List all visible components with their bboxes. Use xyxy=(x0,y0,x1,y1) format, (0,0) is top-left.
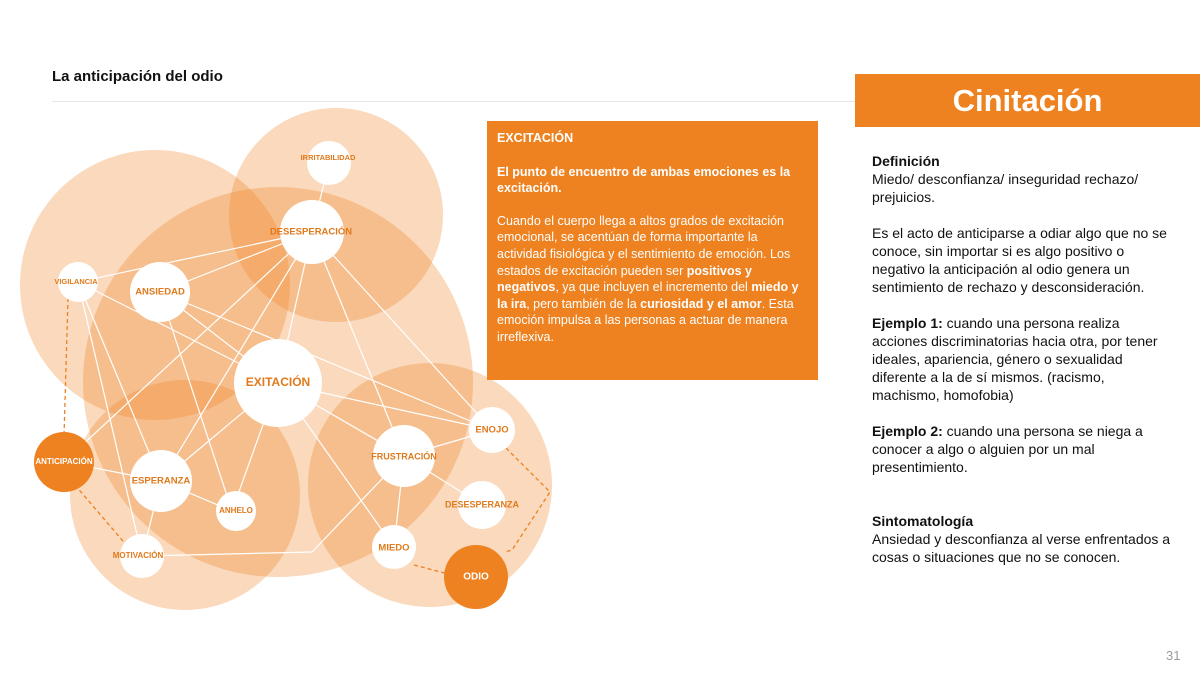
info-box-lead: El punto de encuentro de ambas emociones es la excitación. xyxy=(497,164,791,196)
node-label-exitacion: EXITACIÓN xyxy=(245,375,311,390)
info-box-body xyxy=(497,213,808,346)
node-ansiedad xyxy=(130,262,190,322)
node-exitacion xyxy=(234,339,322,427)
node-label-esperanza: ESPERANZA xyxy=(131,475,191,487)
node-label-anticipacion: ANTICIPACIÓN xyxy=(35,457,93,467)
node-label-frustracion: FRUSTRACIÓN xyxy=(371,451,437,462)
node-label-desesperanza: DESESPERANZA xyxy=(444,499,520,510)
info-box-body-1: Cuando el cuerpo llega a altos grados de excitación emocional, se acentúan de forma importante la actividad fisiológica y el sentimiento de emoción. Los estados de excitación pueden ser xyxy=(497,213,791,278)
sintomatologia-label: Sintomatología xyxy=(872,513,974,529)
ejemplo-1-label: Ejemplo 1: xyxy=(872,315,943,331)
info-box-bold-1: positivos y negativos xyxy=(497,263,753,295)
slide-title: La anticipación del odio xyxy=(52,68,223,85)
node-anticipacion xyxy=(34,432,94,492)
node-label-irritabilidad: IRRITABILIDAD xyxy=(300,152,356,162)
info-box-heading: EXCITACIÓN xyxy=(497,131,574,145)
node-label-enojo: ENOJO xyxy=(475,424,509,436)
ejemplo-2 xyxy=(872,422,1172,476)
info-box-body-2: , ya que incluyen el incremento del xyxy=(555,280,752,295)
node-anhelo xyxy=(216,491,256,531)
ejemplo-1-text: cuando una persona realiza acciones discriminatorias hacia otra, por tener ideales, apariencia, género o sexualidad diferente a la de sí mismos. (racismo, machismo, homofobia) xyxy=(872,315,1158,403)
ejemplo-2-text: cuando una persona se niega a conocer a algo o alguien por un mal presentimiento. xyxy=(872,423,1143,475)
node-esperanza xyxy=(130,450,192,512)
bubble-bottom-right xyxy=(308,363,552,607)
ejemplo-1 xyxy=(872,314,1172,404)
node-enojo xyxy=(469,407,515,453)
definicion-label: Definición xyxy=(872,153,940,169)
node-label-anhelo: ANHELO xyxy=(219,506,253,516)
info-box-body-3: , pero también de la xyxy=(526,296,641,311)
definition-panel xyxy=(872,152,1172,566)
node-odio xyxy=(444,545,508,609)
node-label-motivacion: MOTIVACIÓN xyxy=(112,551,164,561)
node-label-vigilancia: VIGILANCIA xyxy=(54,276,98,286)
node-label-miedo: MIEDO xyxy=(378,542,410,554)
node-label-ansiedad: ANSIEDAD xyxy=(135,286,185,298)
node-label-desesperacion: DESESPERACIÓN xyxy=(269,226,353,238)
ejemplo-2-label: Ejemplo 2: xyxy=(872,423,943,439)
page-number: 31 xyxy=(1166,648,1181,663)
explanation-text: Es el acto de anticiparse a odiar algo que no se conoce, sin importar si es algo positivo o negativo la anticipación al odio genera un sentimiento de rechazo y desconsideración. xyxy=(872,225,1167,295)
info-box-bold-3: curiosidad y el amor xyxy=(640,296,762,311)
info-box-bold-2: miedo y la ira xyxy=(497,280,799,311)
info-box-body-4: . Esta emoción impulsa a las personas a actuar de manera irreflexiva. xyxy=(497,296,794,344)
excitacion-info-box xyxy=(487,121,818,380)
node-miedo xyxy=(372,525,416,569)
definicion-text: Miedo/ desconfianza/ inseguridad rechazo/ prejuicios. xyxy=(872,171,1139,205)
banner-title: Cinitación xyxy=(855,74,1200,127)
sintomatologia-text: Ansiedad y desconfianza al verse enfrentados a cosas o situaciones que no se conocen. xyxy=(872,531,1171,565)
node-label-odio: ODIO xyxy=(463,571,489,583)
